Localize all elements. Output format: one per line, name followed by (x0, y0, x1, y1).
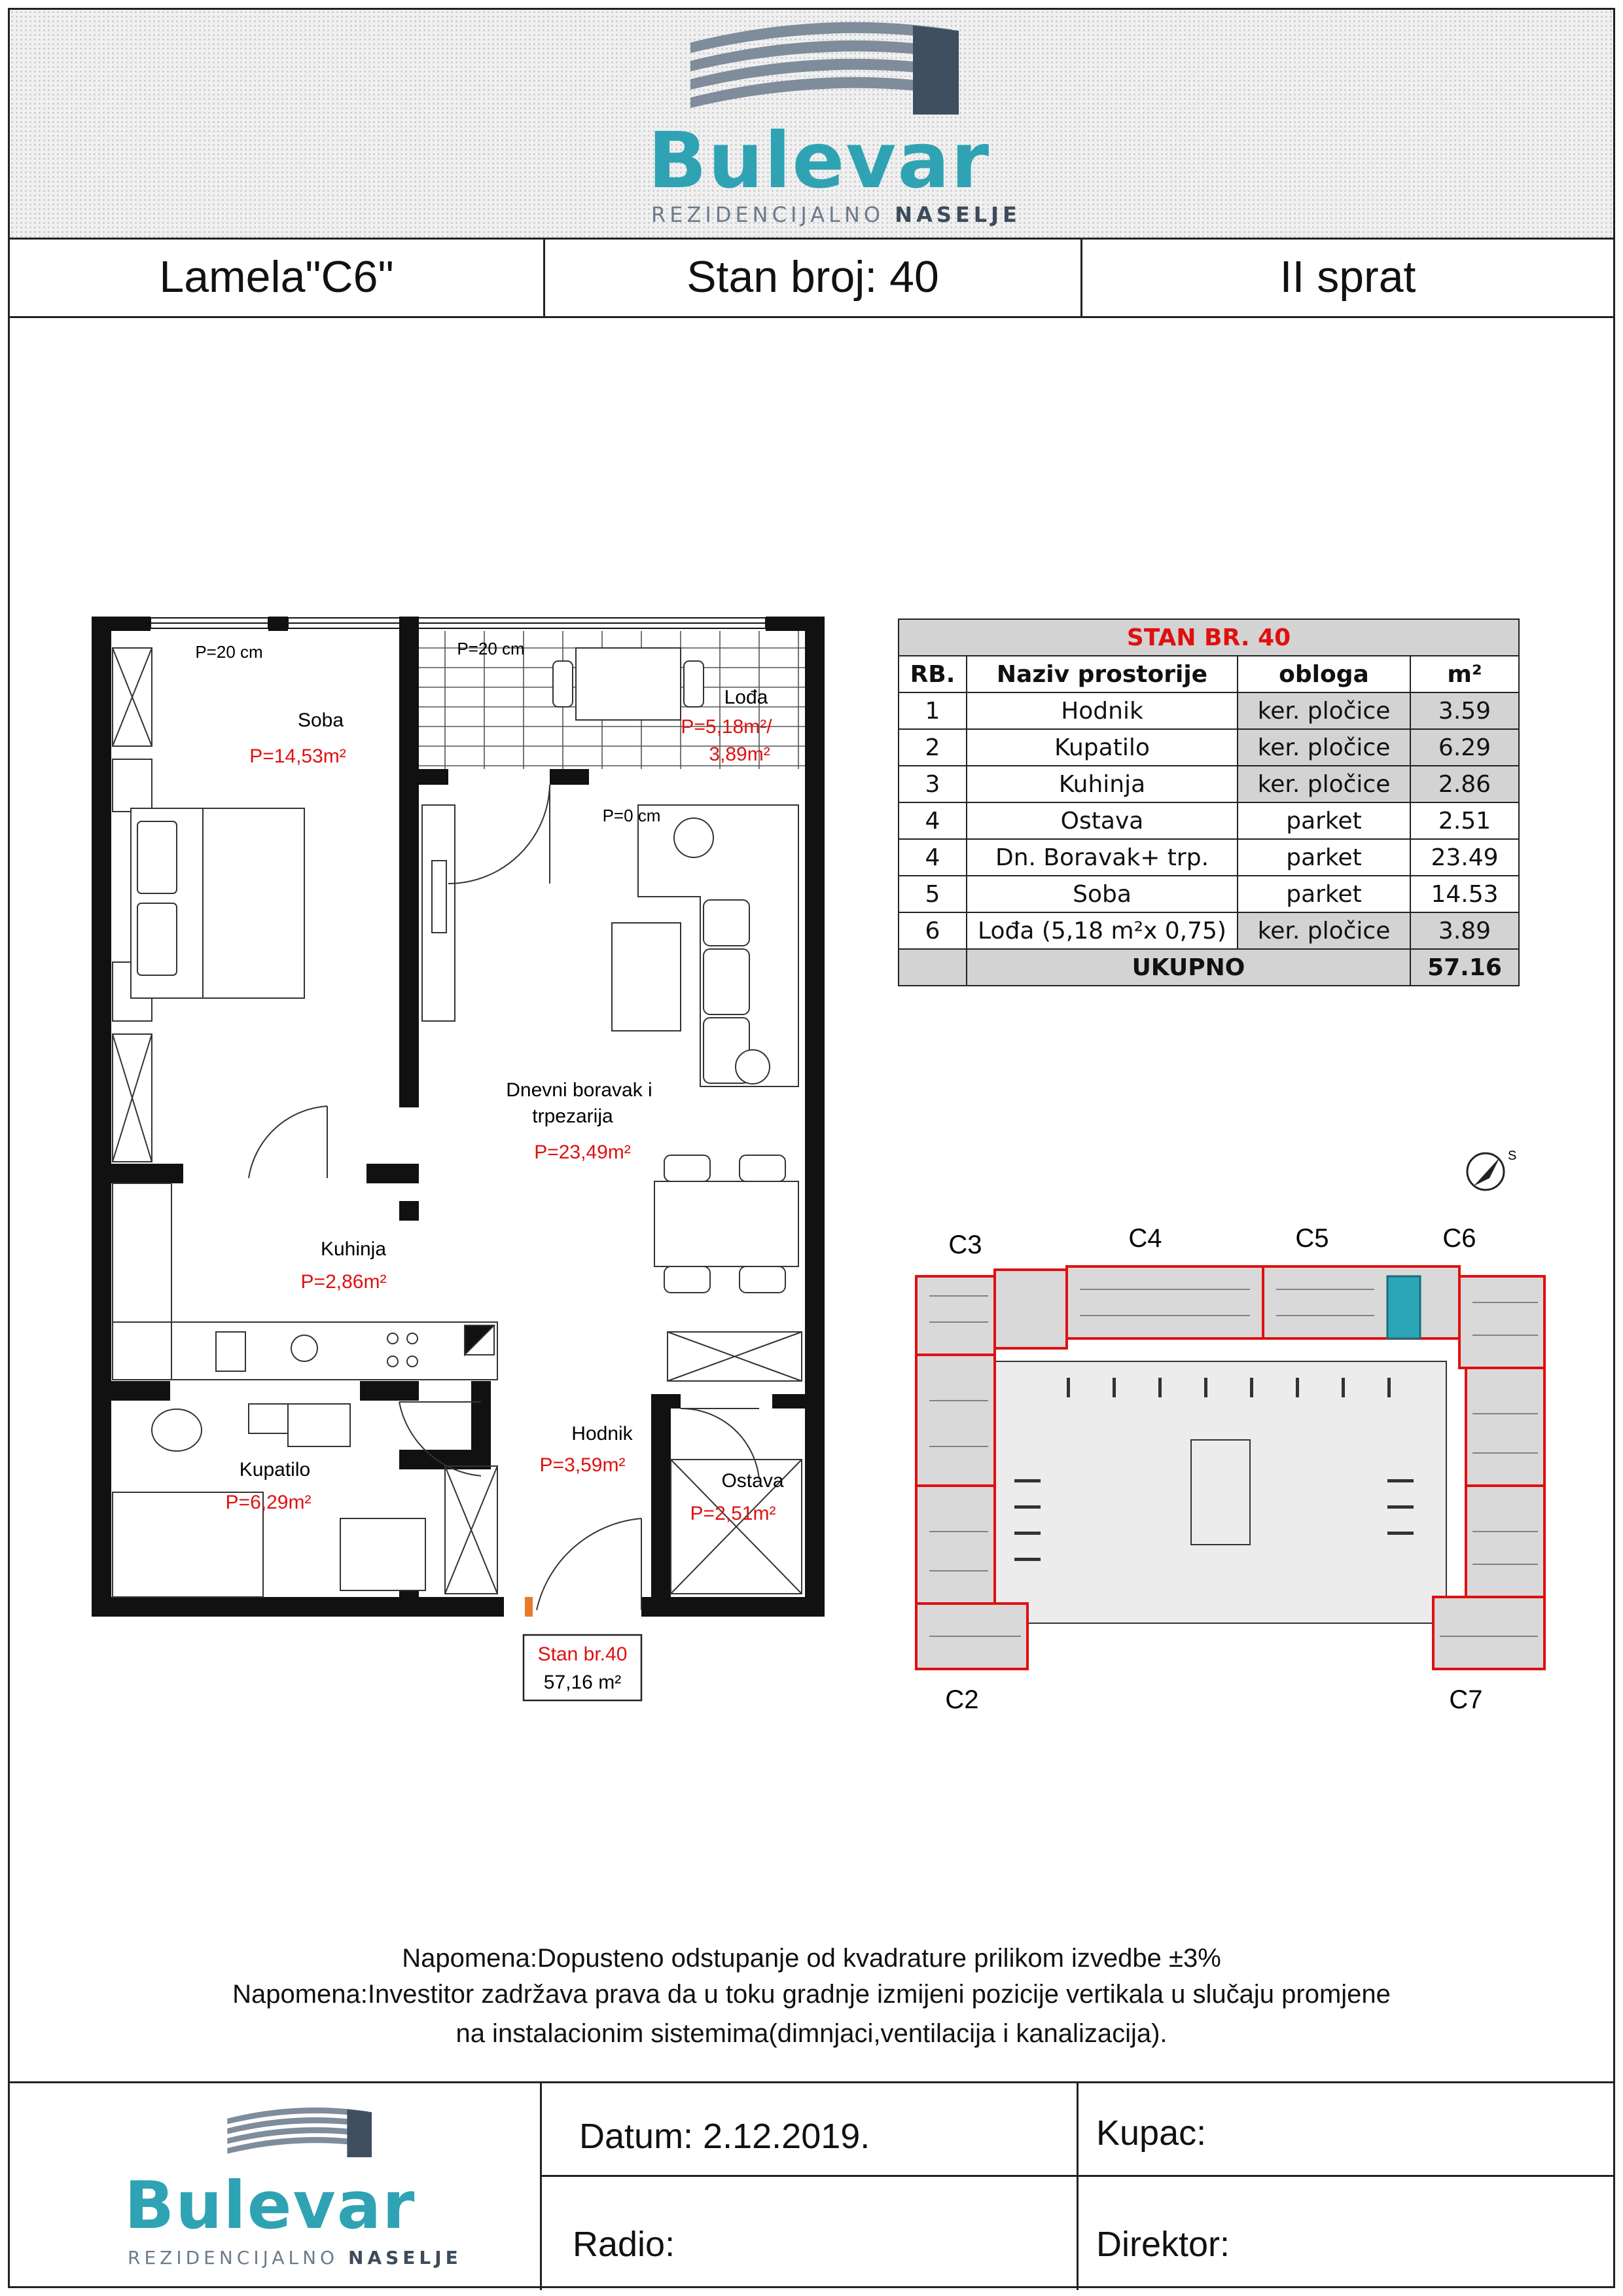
kupatilo-area: P=6,29m² (225, 1492, 312, 1513)
row-obloga: parket (1238, 802, 1410, 839)
row-m2: 6.29 (1410, 729, 1519, 766)
loda-area-b: 3,89m² (709, 744, 770, 765)
parapet-soba: P=20 cm (195, 642, 263, 662)
parapet-loda: P=20 cm (457, 639, 525, 658)
row-rb: 6 (899, 912, 967, 949)
apartment-highlight (1387, 1276, 1420, 1338)
ostava-area: P=2,51m² (690, 1503, 776, 1524)
logo-wordmark: Bulevar (648, 115, 991, 206)
windows (151, 618, 766, 628)
compass-icon (1467, 1149, 1516, 1190)
title-row (10, 238, 1613, 318)
table-row (899, 912, 1519, 949)
ostava-name: Ostava (721, 1470, 784, 1492)
footer-logo-tagline (128, 2247, 462, 2269)
row-rb: 3 (899, 766, 967, 802)
soba-area: P=14,53m² (249, 745, 346, 767)
table-row (899, 729, 1519, 766)
hodnik-name: Hodnik (571, 1423, 633, 1444)
row-m2: 2.51 (1410, 802, 1519, 839)
label-c5: C5 (1295, 1224, 1329, 1253)
col-rb: RB. (899, 656, 967, 692)
logo-tagline-a: REZIDENCIJALNO (651, 202, 885, 227)
compass-letter: S (1508, 1149, 1517, 1163)
boravak-name-b: trpezarija (532, 1105, 613, 1127)
row-naziv: Soba (967, 876, 1238, 912)
table-row (899, 766, 1519, 802)
footer-divider (540, 2083, 542, 2290)
direktor-label: Direktor: (1096, 2225, 1230, 2264)
soba-name: Soba (297, 709, 344, 731)
row-naziv: Hodnik (967, 692, 1238, 729)
row-obloga: ker. pločice (1238, 692, 1410, 729)
building-logo-icon (206, 2095, 389, 2174)
kuhinja-name: Kuhinja (320, 1238, 387, 1260)
logo-tagline (651, 202, 1021, 227)
tv-unit (422, 805, 455, 1021)
stan-number-label: Stan broj: 40 (687, 252, 939, 302)
row-rb: 4 (899, 839, 967, 876)
stamp-line1: Stan br.40 (537, 1643, 628, 1665)
label-c4: C4 (1128, 1224, 1162, 1253)
floor-label: II sprat (1279, 252, 1416, 302)
building-logo-icon (651, 16, 991, 128)
row-obloga: parket (1238, 876, 1410, 912)
row-rb: 4 (899, 802, 967, 839)
kuhinja-area: P=2,86m² (300, 1271, 387, 1293)
footer-divider (1077, 2083, 1079, 2290)
stamp-line2: 57,16 m² (543, 1672, 622, 1693)
header-band (10, 10, 1613, 240)
row-naziv: Ostava (967, 802, 1238, 839)
kupatilo-name: Kupatilo (239, 1459, 311, 1480)
row-m2: 14.53 (1410, 876, 1519, 912)
note-line-2: Napomena:Investitor zadržava prava da u toku gradnje izmijeni pozicije vertikala u slučaju promjene (232, 1980, 1391, 2009)
table-row (899, 802, 1519, 839)
hodnik-area: P=3,59m² (539, 1454, 626, 1476)
radio-label: Radio: (573, 2225, 675, 2264)
note-line-1: Napomena:Dopusteno odstupanje od kvadrature prilikom izvedbe ±3% (402, 1944, 1221, 1973)
bed (131, 808, 304, 998)
logo-tagline-b: NASELJE (895, 202, 1021, 227)
row-m2: 23.49 (1410, 839, 1519, 876)
loda-name: Lođa (724, 687, 768, 708)
label-c6: C6 (1442, 1224, 1476, 1253)
footer-logo-tagline-a: REZIDENCIJALNO (128, 2247, 339, 2269)
row-naziv: Lođa (5,18 m²x 0,75) (967, 912, 1238, 949)
row-rb: 2 (899, 729, 967, 766)
row-m2: 2.86 (1410, 766, 1519, 802)
total-label: UKUPNO (967, 949, 1410, 986)
room-area-table (898, 619, 1520, 986)
table-header-row (899, 656, 1519, 692)
row-rb: 1 (899, 692, 967, 729)
row-obloga: ker. pločice (1238, 729, 1410, 766)
table-total-row (899, 949, 1519, 986)
lamela-label: Lamela"C6" (159, 252, 394, 302)
note-line-3: na instalacionim sistemima(dimnjaci,ventilacija i kanalizacija). (455, 2019, 1168, 2048)
footer (10, 2081, 1613, 2290)
label-c3: C3 (948, 1230, 982, 1259)
dining-table (654, 1155, 798, 1293)
kupac-label: Kupac: (1096, 2113, 1207, 2153)
col-m2: m² (1410, 656, 1519, 692)
loggia-table (553, 648, 704, 720)
label-c2: C2 (945, 1685, 979, 1714)
row-naziv: Kupatilo (967, 729, 1238, 766)
datum-label: Datum: 2.12.2019. (579, 2117, 870, 2156)
col-naziv: Naziv prostorije (967, 656, 1238, 692)
row-rb: 5 (899, 876, 967, 912)
table-row (899, 692, 1519, 729)
table-title: STAN BR. 40 (899, 619, 1519, 656)
footer-logo-tagline-b: NASELJE (348, 2247, 462, 2269)
courtyard (988, 1361, 1446, 1623)
entrance-marker (525, 1597, 533, 1617)
row-m2: 3.59 (1410, 692, 1519, 729)
boravak-area: P=23,49m² (534, 1141, 631, 1163)
row-naziv: Dn. Boravak+ trp. (967, 839, 1238, 876)
col-obloga: obloga (1238, 656, 1410, 692)
parapet-door: P=0 cm (602, 806, 661, 825)
total-value: 57.16 (1410, 949, 1519, 986)
loda-area-a: P=5,18m²/ (681, 716, 772, 738)
row-m2: 3.89 (1410, 912, 1519, 949)
total-spacer (899, 949, 967, 986)
label-c7: C7 (1449, 1685, 1483, 1714)
sofa (612, 805, 798, 1086)
key-plan (890, 1139, 1564, 1714)
footer-logo-wordmark: Bulevar (124, 2167, 416, 2244)
footer-divider (542, 2175, 1613, 2177)
boravak-name-a: Dnevni boravak i (506, 1079, 652, 1101)
table-row (899, 839, 1519, 876)
row-obloga: parket (1238, 839, 1410, 876)
floor-plan (79, 609, 864, 1721)
row-obloga: ker. pločice (1238, 912, 1410, 949)
row-obloga: ker. pločice (1238, 766, 1410, 802)
row-naziv: Kuhinja (967, 766, 1238, 802)
table-row (899, 876, 1519, 912)
